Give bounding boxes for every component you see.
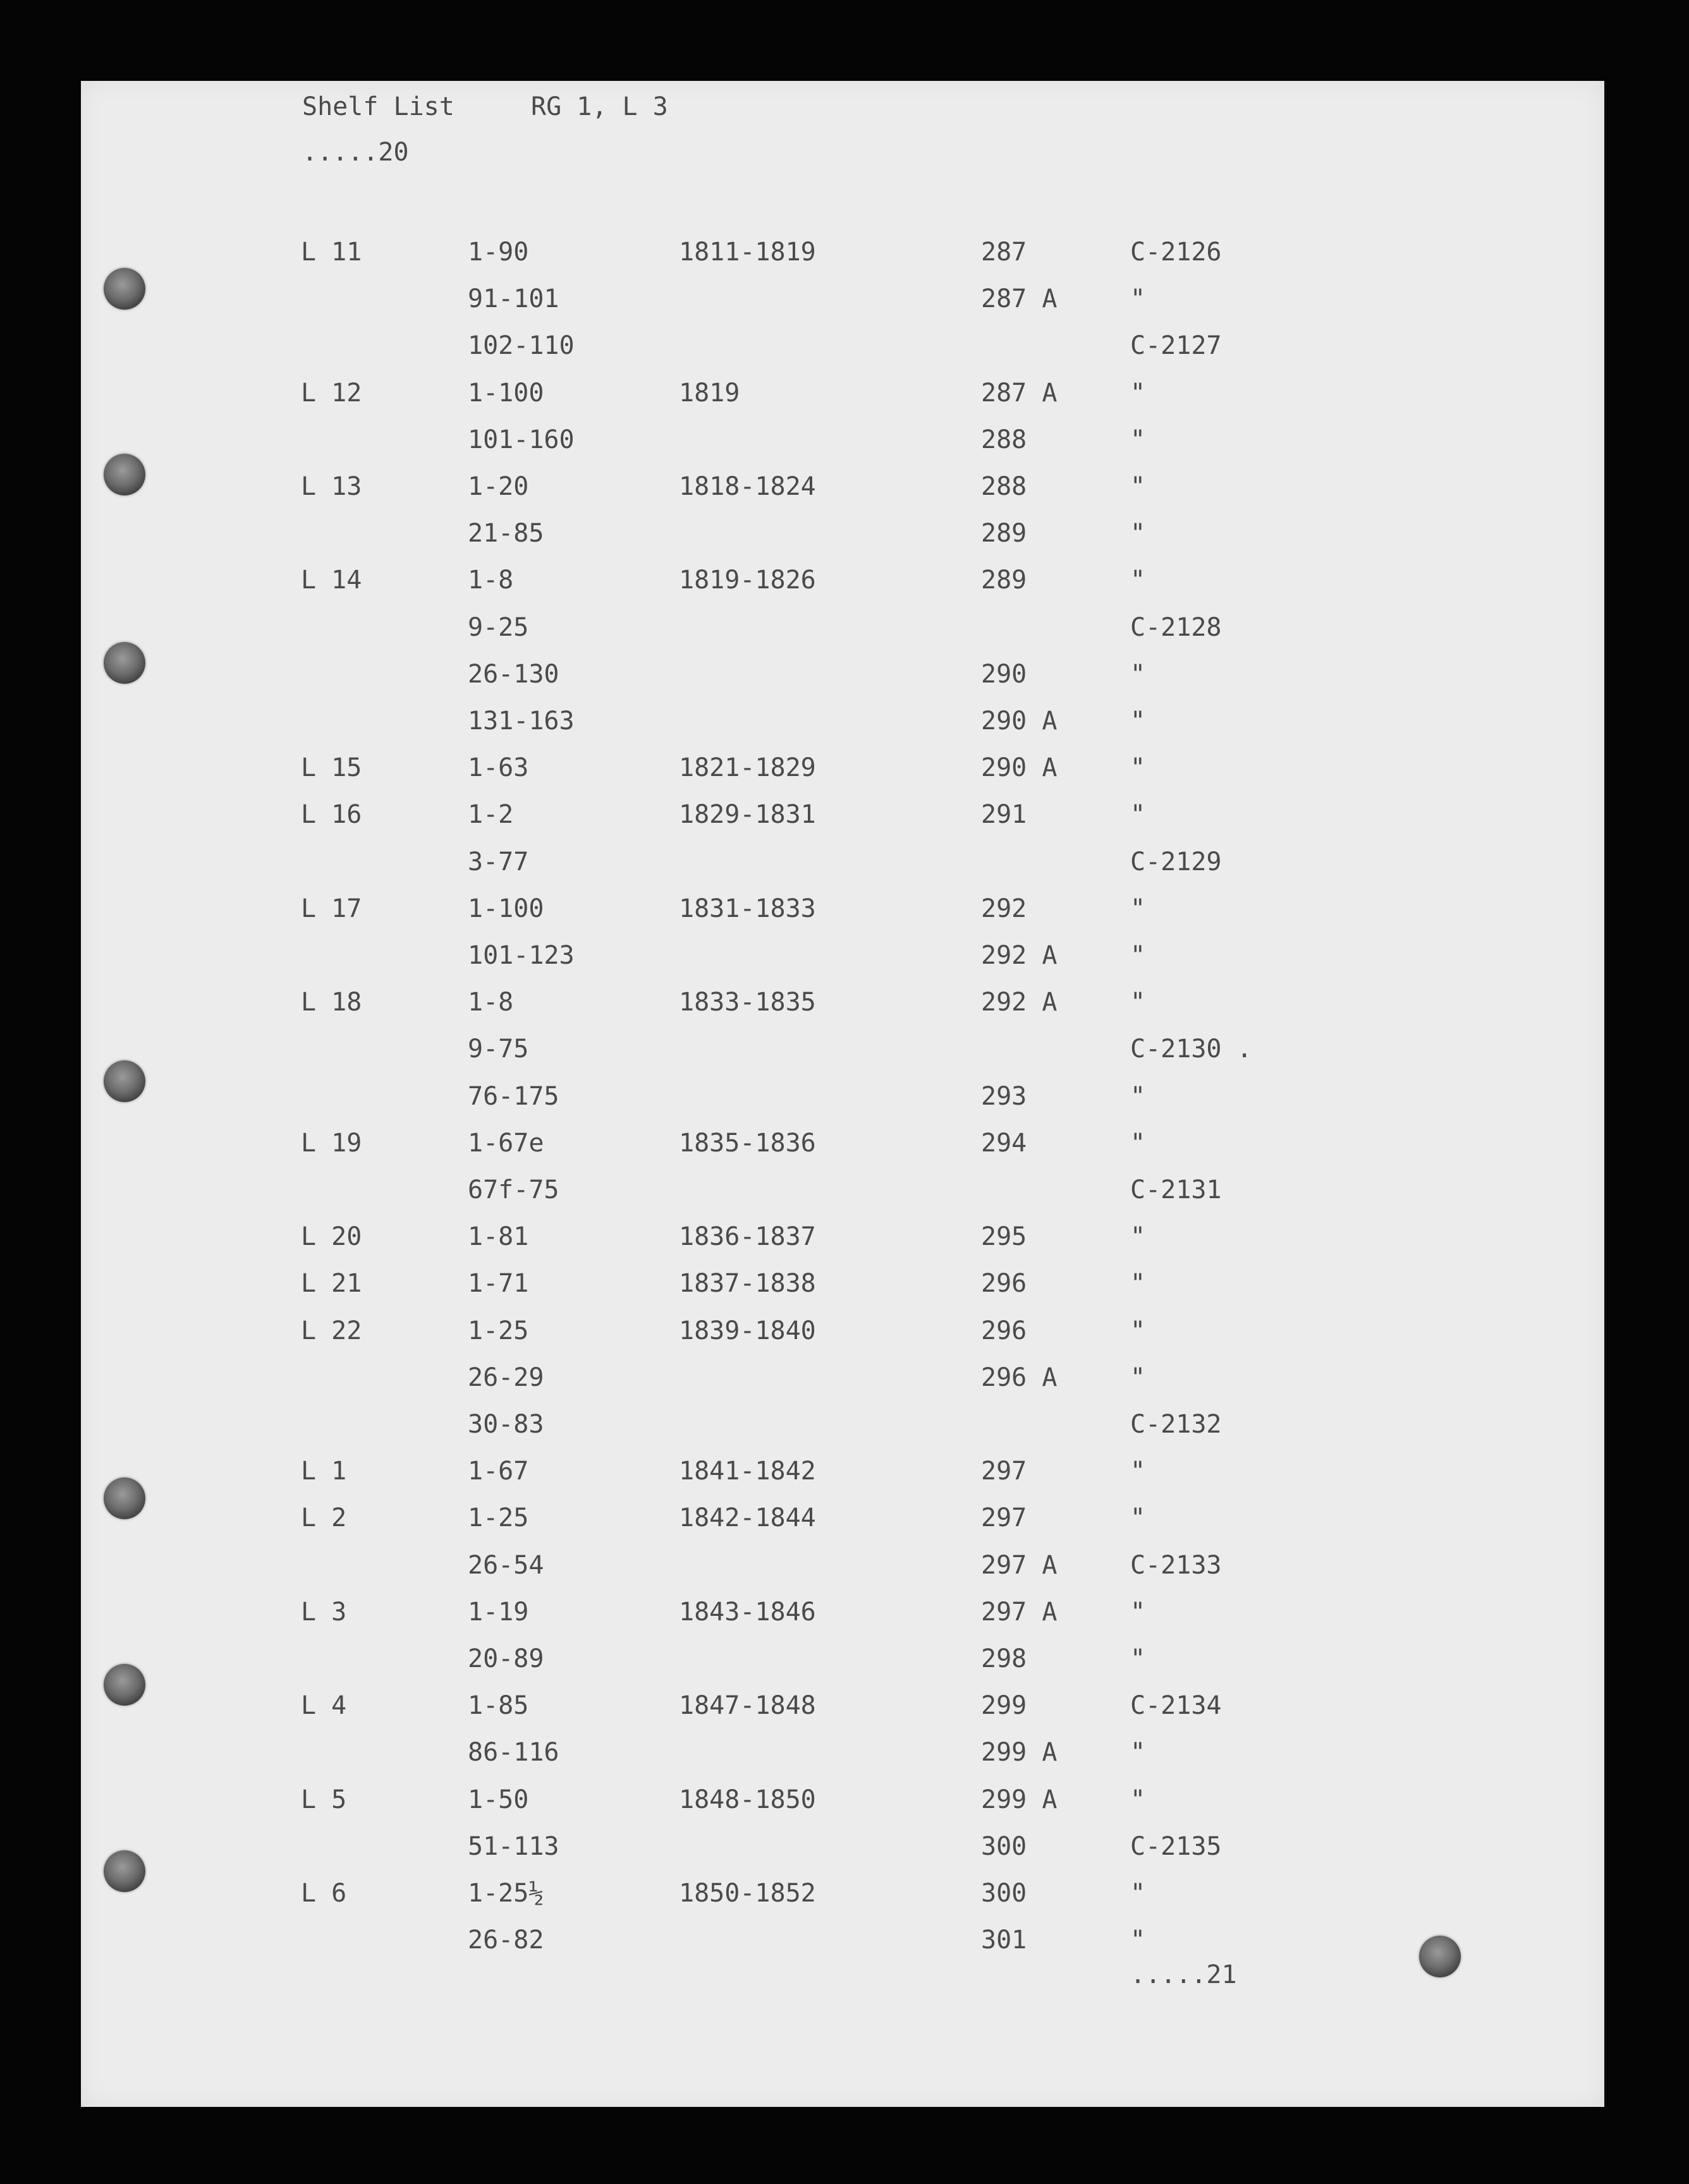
volume-number: L 5 — [301, 1785, 347, 1814]
date-span: 1818-1824 — [679, 472, 816, 501]
microfilm-reel: C-2127 — [1130, 331, 1222, 361]
binder-hole — [104, 1664, 145, 1706]
item-range: 1-100 — [468, 894, 544, 923]
date-span: 1850-1852 — [679, 1879, 816, 1908]
box-number: 297 — [981, 1457, 1027, 1486]
microfilm-reel: " — [1130, 519, 1146, 549]
microfilm-reel: " — [1130, 1269, 1146, 1299]
item-range: 91-101 — [468, 284, 559, 314]
item-range: 1-25 — [468, 1316, 529, 1345]
microfilm-reel: " — [1130, 894, 1146, 923]
volume-number: L 2 — [301, 1503, 347, 1533]
volume-number: L 22 — [301, 1316, 362, 1345]
date-span: 1848-1850 — [679, 1785, 816, 1814]
volume-number: L 21 — [301, 1269, 362, 1299]
box-number: 292 A — [981, 941, 1058, 970]
box-number: 297 A — [981, 1597, 1058, 1627]
record-group-label: RG 1, L 3 — [531, 92, 668, 121]
item-range: 131-163 — [468, 707, 575, 736]
box-number: 290 A — [981, 707, 1058, 736]
volume-number: L 12 — [301, 378, 362, 408]
item-range: 1-67e — [468, 1128, 544, 1158]
microfilm-reel: " — [1130, 425, 1146, 454]
box-number: 298 — [981, 1644, 1027, 1673]
volume-number: L 14 — [301, 566, 362, 595]
continued-from-marker: .....20 — [302, 138, 409, 167]
box-number: 301 — [981, 1926, 1027, 1955]
item-range: 1-100 — [468, 378, 544, 408]
microfilm-reel: C-2128 — [1130, 612, 1222, 642]
microfilm-reel: C-2129 — [1130, 847, 1222, 877]
microfilm-reel: " — [1130, 1926, 1146, 1955]
volume-number: L 6 — [301, 1879, 347, 1908]
box-number: 287 A — [981, 378, 1058, 408]
microfilm-reel: " — [1130, 753, 1146, 783]
item-range: 26-54 — [468, 1550, 544, 1580]
box-number: 292 A — [981, 988, 1058, 1017]
item-range: 26-82 — [468, 1926, 544, 1955]
item-range: 3-77 — [468, 847, 529, 877]
microfilm-reel: C-2135 — [1130, 1831, 1222, 1861]
date-span: 1835-1836 — [679, 1128, 816, 1158]
microfilm-reel: " — [1130, 284, 1146, 314]
date-span: 1843-1846 — [679, 1597, 816, 1627]
microfilm-reel: C-2134 — [1130, 1691, 1222, 1721]
date-span: 1811-1819 — [679, 238, 816, 267]
box-number: 299 A — [981, 1738, 1058, 1768]
volume-number: L 19 — [301, 1128, 362, 1158]
microfilm-reel: " — [1130, 941, 1146, 970]
binder-hole — [104, 1850, 145, 1892]
item-range: 1-50 — [468, 1785, 529, 1814]
item-range: 1-90 — [468, 238, 529, 267]
item-range: 1-20 — [468, 472, 529, 501]
volume-number: L 16 — [301, 800, 362, 830]
box-number: 296 — [981, 1316, 1027, 1345]
item-range: 20-89 — [468, 1644, 544, 1673]
microfilm-reel: " — [1130, 707, 1146, 736]
item-range: 1-2 — [468, 800, 514, 830]
item-range: 30-83 — [468, 1410, 544, 1439]
microfilm-reel: " — [1130, 1222, 1146, 1252]
item-range: 1-67 — [468, 1457, 529, 1486]
date-span: 1819-1826 — [679, 566, 816, 595]
box-number: 287 — [981, 238, 1027, 267]
item-range: 9-25 — [468, 612, 529, 642]
box-number: 295 — [981, 1222, 1027, 1252]
date-span: 1819 — [679, 378, 740, 408]
microfilm-reel: " — [1130, 1128, 1146, 1158]
item-range: 101-160 — [468, 425, 575, 454]
microfilm-reel: " — [1130, 1879, 1146, 1908]
binder-hole — [104, 1060, 145, 1102]
item-range: 26-29 — [468, 1362, 544, 1392]
item-range: 9-75 — [468, 1034, 529, 1064]
box-number: 296 A — [981, 1362, 1058, 1392]
date-span: 1841-1842 — [679, 1457, 816, 1486]
item-range: 76-175 — [468, 1081, 559, 1111]
item-range: 51-113 — [468, 1831, 559, 1861]
binder-hole — [104, 642, 145, 684]
microfilm-reel: " — [1130, 378, 1146, 408]
date-span: 1833-1835 — [679, 988, 816, 1017]
binder-hole — [104, 454, 145, 495]
date-span: 1837-1838 — [679, 1269, 816, 1299]
item-range: 1-81 — [468, 1222, 529, 1252]
item-range: 26-130 — [468, 659, 559, 689]
microfilm-reel: " — [1130, 1644, 1146, 1673]
box-number: 297 A — [981, 1550, 1058, 1580]
box-number: 288 — [981, 425, 1027, 454]
item-range: 1-25½ — [468, 1879, 544, 1908]
microfilm-reel: C-2130 . — [1130, 1034, 1252, 1064]
box-number: 300 — [981, 1831, 1027, 1861]
item-range: 1-71 — [468, 1269, 529, 1299]
microfilm-reel: " — [1130, 1597, 1146, 1627]
box-number: 297 — [981, 1503, 1027, 1533]
date-span: 1821-1829 — [679, 753, 816, 783]
box-number: 288 — [981, 472, 1027, 501]
box-number: 287 A — [981, 284, 1058, 314]
box-number: 296 — [981, 1269, 1027, 1299]
volume-number: L 3 — [301, 1597, 347, 1627]
item-range: 1-85 — [468, 1691, 529, 1721]
box-number: 289 — [981, 519, 1027, 549]
box-number: 290 — [981, 659, 1027, 689]
box-number: 289 — [981, 566, 1027, 595]
volume-number: L 20 — [301, 1222, 362, 1252]
microfilm-reel: " — [1130, 1738, 1146, 1768]
document-page — [81, 81, 1604, 2107]
microfilm-reel: " — [1130, 800, 1146, 830]
date-span: 1839-1840 — [679, 1316, 816, 1345]
date-span: 1847-1848 — [679, 1691, 816, 1721]
volume-number: L 18 — [301, 988, 362, 1017]
box-number: 299 — [981, 1691, 1027, 1721]
item-range: 1-19 — [468, 1597, 529, 1627]
box-number: 290 A — [981, 753, 1058, 783]
binder-hole — [104, 268, 145, 310]
item-range: 1-25 — [468, 1503, 529, 1533]
volume-number: L 15 — [301, 753, 362, 783]
microfilm-reel: " — [1130, 1457, 1146, 1486]
continued-to-marker: .....21 — [1130, 1960, 1237, 1989]
volume-number: L 11 — [301, 238, 362, 267]
item-range: 21-85 — [468, 519, 544, 549]
microfilm-reel: " — [1130, 1081, 1146, 1111]
microfilm-reel: " — [1130, 1785, 1146, 1814]
microfilm-reel: " — [1130, 659, 1146, 689]
volume-number: L 13 — [301, 472, 362, 501]
item-range: 1-8 — [468, 988, 514, 1017]
microfilm-reel: " — [1130, 1362, 1146, 1392]
microfilm-reel: C-2133 — [1130, 1550, 1222, 1580]
volume-number: L 17 — [301, 894, 362, 923]
date-span: 1842-1844 — [679, 1503, 816, 1533]
date-span: 1831-1833 — [679, 894, 816, 923]
box-number: 292 — [981, 894, 1027, 923]
date-span: 1836-1837 — [679, 1222, 816, 1252]
item-range: 102-110 — [468, 331, 575, 361]
date-span: 1829-1831 — [679, 800, 816, 830]
microfilm-reel: C-2132 — [1130, 1410, 1222, 1439]
volume-number: L 1 — [301, 1457, 347, 1486]
item-range: 86-116 — [468, 1738, 559, 1768]
box-number: 291 — [981, 800, 1027, 830]
volume-number: L 4 — [301, 1691, 347, 1721]
item-range: 1-8 — [468, 566, 514, 595]
microfilm-reel: " — [1130, 472, 1146, 501]
binder-hole — [1419, 1936, 1461, 1977]
microfilm-reel: " — [1130, 1316, 1146, 1345]
box-number: 300 — [981, 1879, 1027, 1908]
item-range: 101-123 — [468, 941, 575, 970]
box-number: 293 — [981, 1081, 1027, 1111]
shelf-list-title: Shelf List — [302, 92, 454, 121]
box-number: 299 A — [981, 1785, 1058, 1814]
microfilm-reel: " — [1130, 566, 1146, 595]
item-range: 1-63 — [468, 753, 529, 783]
microfilm-reel: " — [1130, 988, 1146, 1017]
microfilm-reel: C-2131 — [1130, 1175, 1222, 1204]
binder-hole — [104, 1477, 145, 1519]
microfilm-reel: C-2126 — [1130, 238, 1222, 267]
box-number: 294 — [981, 1128, 1027, 1158]
microfilm-reel: " — [1130, 1503, 1146, 1533]
item-range: 67f-75 — [468, 1175, 559, 1204]
